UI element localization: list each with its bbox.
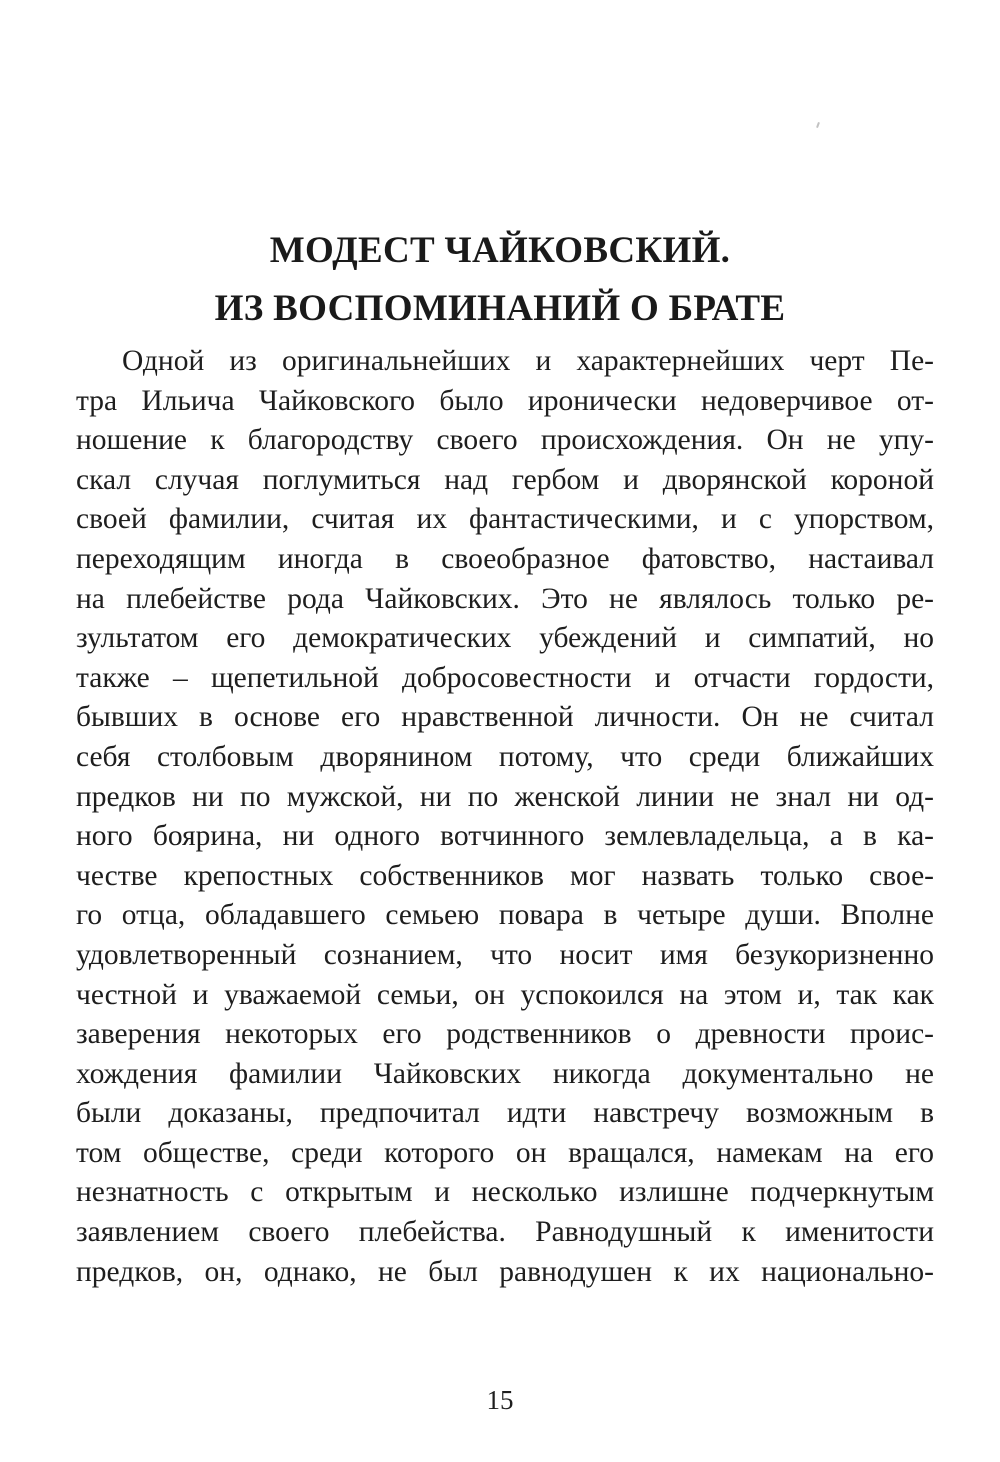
- text-line: ношение к благородству своего происхождения. Он не упу-: [76, 424, 934, 457]
- text-line: на плебействе рода Чайковских. Это не являлось только ре-: [76, 582, 934, 615]
- page-number: 15: [486, 1385, 514, 1415]
- chapter-heading-line-2: ИЗ ВОСПОМИНАНИЙ О БРАТЕ: [214, 288, 786, 329]
- text-line: заверения некоторых его родственников о древности проис-: [76, 1018, 934, 1051]
- text-line: предков, он, однако, не был равнодушен к их национально-: [76, 1255, 934, 1288]
- text-line: удовлетворенный сознанием, что носит имя безукоризненно: [76, 938, 934, 971]
- body-paragraph: [76, 342, 934, 1292]
- text-line: ного боярина, ни одного вотчинного землевладельца, а в ка-: [76, 820, 934, 853]
- paper-speck: [816, 122, 820, 128]
- text-line: также – щепетильной добросовестности и отчасти гордости,: [76, 661, 934, 694]
- text-line: заявлением своего плебейства. Равнодушный к именитости: [76, 1216, 934, 1249]
- text-line: го отца, обладавшего семьею повара в четыре души. Вполне: [76, 899, 934, 932]
- text-line: бывших в основе его нравственной личности. Он не считал: [76, 701, 934, 734]
- text-line: том обществе, среди которого он вращался, намекам на его: [76, 1136, 934, 1169]
- text-line: честной и уважаемой семьи, он успокоился на этом и, так как: [76, 978, 934, 1011]
- text-line: хождения фамилии Чайковских никогда документально не: [76, 1057, 934, 1090]
- text-line: Одной из оригинальнейших и характернейших черт Пе-: [122, 345, 934, 377]
- text-line: предков ни по мужской, ни по женской линии не знал ни од-: [76, 780, 934, 813]
- text-line: себя столбовым дворянином потому, что среди ближайших: [76, 740, 934, 773]
- text-line: своей фамилии, считая их фантастическими, и с упорством,: [76, 503, 934, 536]
- chapter-heading-line-1: МОДЕСТ ЧАЙКОВСКИЙ.: [269, 230, 731, 271]
- text-line: были доказаны, предпочитал идти навстречу возможным в: [76, 1097, 934, 1130]
- text-line: тра Ильича Чайковского было иронически недоверчивое от-: [76, 384, 934, 417]
- text-line: зультатом его демократических убеждений и симпатий, но: [76, 622, 934, 655]
- text-line: скал случая поглумиться над гербом и дворянской короной: [76, 463, 934, 496]
- text-line: честве крепостных собственников мог назвать только свое-: [76, 859, 934, 892]
- chapter-heading: [0, 222, 1000, 338]
- text-line: переходящим иногда в своеобразное фатовство, настаивал: [76, 542, 934, 575]
- text-line: незнатность с открытым и несколько излишне подчеркнутым: [76, 1176, 934, 1209]
